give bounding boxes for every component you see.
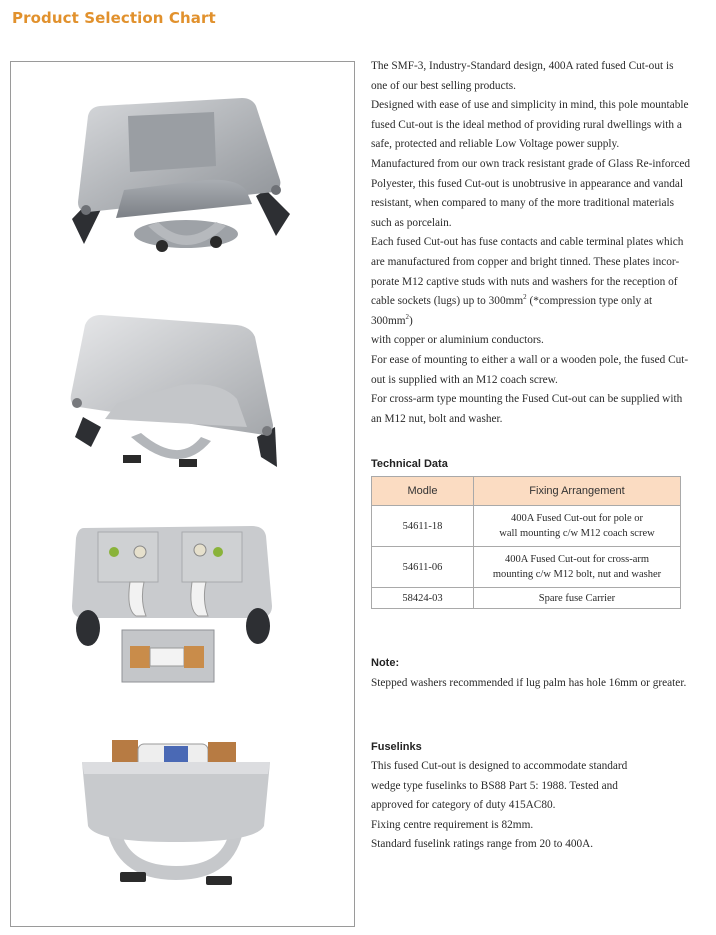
description-line: out is supplied with an M12 coach screw.	[371, 373, 558, 386]
description-line: Manufactured from our own track resistant grade of Glass Re-inforced	[371, 157, 691, 170]
description-line: fused Cut-out is the ideal method of providing rural dwellings with a	[371, 118, 682, 131]
description-line: with copper or aluminium conductors.	[371, 334, 544, 347]
technical-data-table	[371, 476, 681, 609]
fuselinks-text	[371, 757, 627, 855]
product-description	[371, 57, 691, 429]
model-cell: 54611-06	[372, 547, 474, 588]
description-line: one of our best selling products.	[371, 79, 516, 92]
fuselinks-line: Fixing centre requirement is 82mm.	[371, 818, 534, 831]
description-line: For cross-arm type mounting the Fused Cut-out can be supplied with	[371, 393, 683, 406]
product-photo-cutout-open	[66, 520, 281, 690]
cable-socket-line: cable sockets (lugs) up to $300mm^2$ (*compression type only at $300mm^2$)	[371, 293, 653, 327]
description-line: safe, protected and reliable Low Voltage power supply.	[371, 138, 620, 151]
description-line: porate M12 captive studs with nuts and washers for the reception of	[371, 275, 678, 288]
product-photo-cutout-front	[66, 94, 296, 259]
fixing-cell: 400A Fused Cut-out for pole or wall mounting c/w M12 coach screw	[474, 506, 681, 547]
description-line: For ease of mounting to either a wall or a wooden pole, the fused Cut-	[371, 353, 689, 366]
fixing-cell: Spare fuse Carrier	[474, 588, 681, 609]
technical-data-heading: Technical Data	[371, 458, 448, 470]
table-header-row	[372, 477, 681, 506]
description-line: Polyester, this fused Cut-out is unobtrusive in appearance and vandal	[371, 177, 684, 190]
note-line: Stepped washers recommended if lug palm has hole 16mm or greater.	[371, 677, 687, 689]
product-photo-panel	[10, 61, 355, 927]
model-cell: 58424-03	[372, 588, 474, 609]
fuselinks-line: wedge type fuselinks to BS88 Part 5: 1988. Tested and	[371, 779, 618, 792]
description-line: resistant, when compared to many of the more traditional materials	[371, 197, 675, 210]
note-heading: Note:	[371, 657, 400, 669]
product-photo-fuse-carrier	[76, 730, 276, 885]
model-cell: 54611-18	[372, 506, 474, 547]
table-row	[372, 547, 681, 588]
column-header-model: Modle	[372, 477, 474, 506]
table-row	[372, 588, 681, 609]
description-line: The SMF-3, Industry-Standard design, 400A rated fused Cut-out is	[371, 60, 674, 72]
product-photo-cutout-angle	[61, 307, 286, 472]
fuselinks-line: approved for category of duty 415AC80.	[371, 799, 556, 812]
column-header-fixing: Fixing Arrangement	[474, 477, 681, 506]
fixing-cell: 400A Fused Cut-out for cross-arm mounting c/w M12 bolt, nut and washer	[474, 547, 681, 588]
description-line: Designed with ease of use and simplicity in mind, this pole mountable	[371, 99, 689, 112]
fuselinks-line: This fused Cut-out is designed to accommodate standard	[371, 760, 628, 772]
description-line: Each fused Cut-out has fuse contacts and cable terminal plates which	[371, 236, 684, 249]
table-row	[372, 506, 681, 547]
description-line: an M12 nut, bolt and washer.	[371, 412, 503, 425]
note-text	[371, 674, 686, 694]
description-line: such as porcelain.	[371, 216, 452, 229]
page-title: Product Selection Chart	[12, 9, 216, 27]
fuselinks-line: Standard fuselink ratings range from 20 to 400A.	[371, 838, 594, 851]
fuselinks-heading: Fuselinks	[371, 741, 422, 753]
description-line: are manufactured from copper and bright tinned. These plates incor-	[371, 255, 680, 268]
